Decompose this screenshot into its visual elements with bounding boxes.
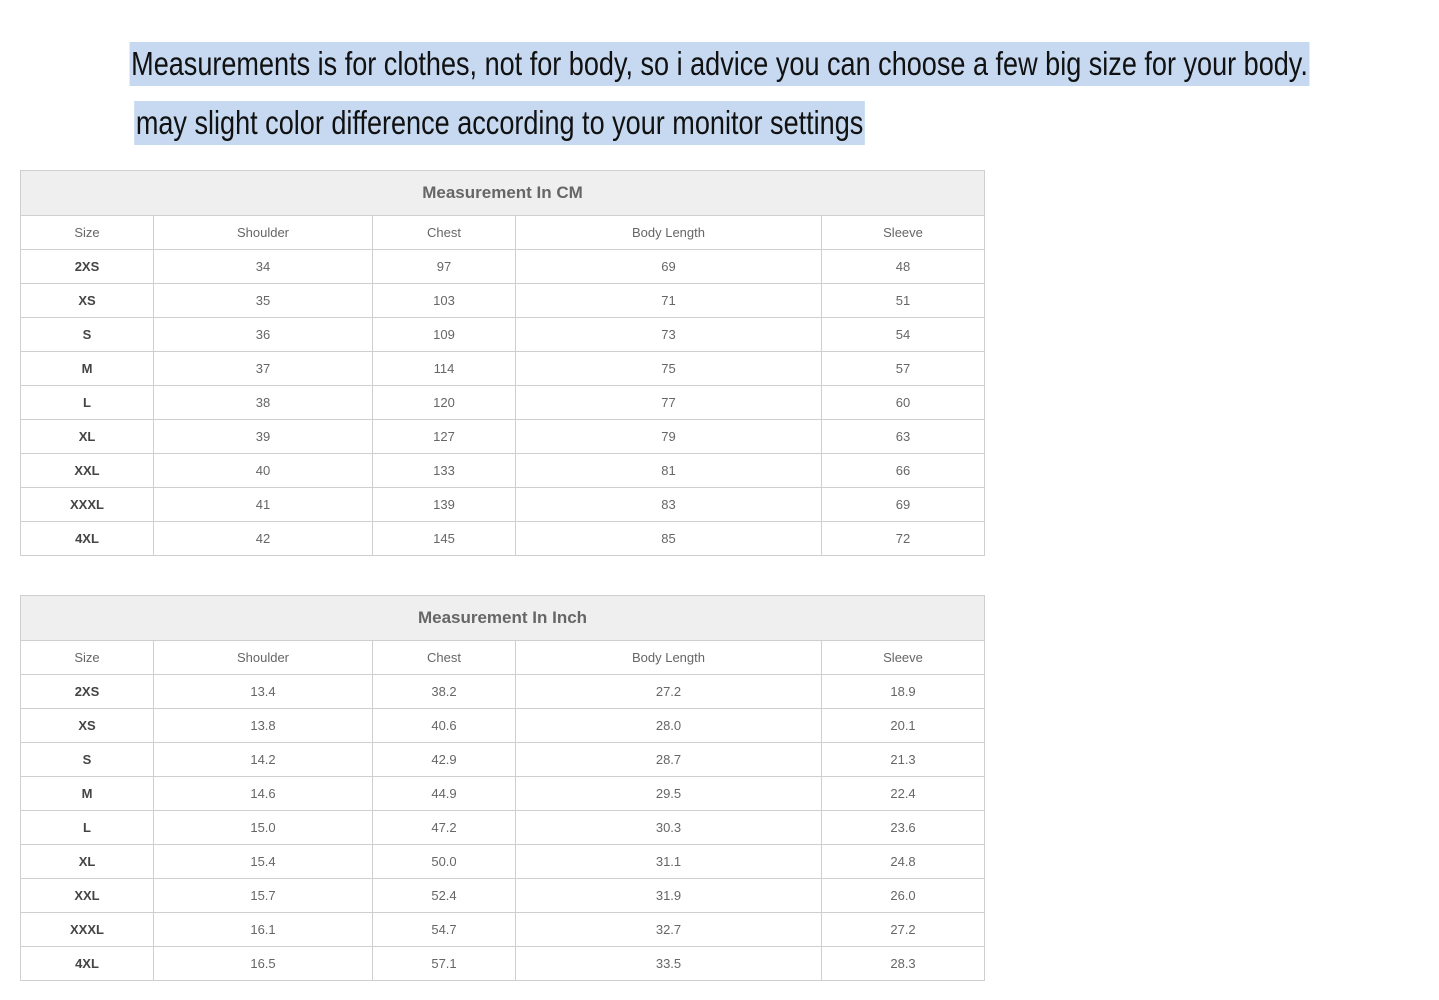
- cell-shoulder: 39: [154, 420, 373, 454]
- cell-body-length: 69: [516, 250, 822, 284]
- table-row: [21, 250, 985, 284]
- cell-shoulder: 15.0: [154, 811, 373, 845]
- cell-size: XXXL: [21, 488, 154, 522]
- cell-body-length: 73: [516, 318, 822, 352]
- cell-body-length: 28.0: [516, 709, 822, 743]
- cell-sleeve: 27.2: [822, 913, 985, 947]
- cell-shoulder: 15.7: [154, 879, 373, 913]
- notice-line-1: [0, 42, 1308, 86]
- cell-chest: 139: [373, 488, 516, 522]
- table-row: [21, 743, 985, 777]
- cell-sleeve: 51: [822, 284, 985, 318]
- column-header-chest: Chest: [373, 641, 516, 675]
- cell-sleeve: 21.3: [822, 743, 985, 777]
- cell-size: XS: [21, 284, 154, 318]
- cell-chest: 57.1: [373, 947, 516, 981]
- cell-sleeve: 26.0: [822, 879, 985, 913]
- cell-size: L: [21, 386, 154, 420]
- cell-sleeve: 22.4: [822, 777, 985, 811]
- cell-body-length: 32.7: [516, 913, 822, 947]
- cell-size: M: [21, 777, 154, 811]
- notice-line-2: [0, 101, 1000, 145]
- cell-sleeve: 28.3: [822, 947, 985, 981]
- cell-size: 2XS: [21, 250, 154, 284]
- cell-size: XS: [21, 709, 154, 743]
- table-row: [21, 488, 985, 522]
- table-row: [21, 284, 985, 318]
- cell-shoulder: 15.4: [154, 845, 373, 879]
- cell-sleeve: 18.9: [822, 675, 985, 709]
- table-body: [21, 675, 985, 981]
- column-header-sleeve: Sleeve: [822, 216, 985, 250]
- cell-size: S: [21, 318, 154, 352]
- cell-size: XL: [21, 845, 154, 879]
- cell-shoulder: 13.8: [154, 709, 373, 743]
- cell-shoulder: 13.4: [154, 675, 373, 709]
- column-header-sleeve: Sleeve: [822, 641, 985, 675]
- cell-size: XXL: [21, 454, 154, 488]
- cell-size: L: [21, 811, 154, 845]
- cell-chest: 127: [373, 420, 516, 454]
- cell-chest: 42.9: [373, 743, 516, 777]
- column-header-body-length: Body Length: [516, 641, 822, 675]
- cell-shoulder: 35: [154, 284, 373, 318]
- cell-body-length: 28.7: [516, 743, 822, 777]
- table-caption: Measurement In Inch: [21, 596, 985, 641]
- table-row: [21, 777, 985, 811]
- cell-chest: 145: [373, 522, 516, 556]
- table-body: [21, 250, 985, 556]
- cell-size: S: [21, 743, 154, 777]
- cell-body-length: 77: [516, 386, 822, 420]
- notice-text-1: Measurements is for clothes, not for body, so i advice you can choose a few big size for your body.: [130, 42, 1310, 86]
- cell-sleeve: 57: [822, 352, 985, 386]
- cell-size: XL: [21, 420, 154, 454]
- cell-chest: 120: [373, 386, 516, 420]
- cell-shoulder: 41: [154, 488, 373, 522]
- cell-shoulder: 16.1: [154, 913, 373, 947]
- cell-chest: 103: [373, 284, 516, 318]
- size-table-inch: [20, 595, 985, 981]
- cell-body-length: 79: [516, 420, 822, 454]
- cell-body-length: 29.5: [516, 777, 822, 811]
- column-header-chest: Chest: [373, 216, 516, 250]
- cell-shoulder: 38: [154, 386, 373, 420]
- cell-body-length: 81: [516, 454, 822, 488]
- cell-size: XXXL: [21, 913, 154, 947]
- table-row: [21, 454, 985, 488]
- cell-sleeve: 60: [822, 386, 985, 420]
- cell-chest: 40.6: [373, 709, 516, 743]
- table-row: [21, 420, 985, 454]
- cell-chest: 114: [373, 352, 516, 386]
- cell-shoulder: 14.6: [154, 777, 373, 811]
- cell-shoulder: 16.5: [154, 947, 373, 981]
- column-header-body-length: Body Length: [516, 216, 822, 250]
- table-row: [21, 386, 985, 420]
- table-row: [21, 845, 985, 879]
- column-header-shoulder: Shoulder: [154, 216, 373, 250]
- cell-body-length: 75: [516, 352, 822, 386]
- table-row: [21, 811, 985, 845]
- cell-body-length: 71: [516, 284, 822, 318]
- cell-sleeve: 20.1: [822, 709, 985, 743]
- cell-shoulder: 34: [154, 250, 373, 284]
- table-row: [21, 879, 985, 913]
- cell-chest: 54.7: [373, 913, 516, 947]
- table-row: [21, 947, 985, 981]
- cell-sleeve: 48: [822, 250, 985, 284]
- table-caption: Measurement In CM: [21, 171, 985, 216]
- table-row: [21, 318, 985, 352]
- table-row: [21, 522, 985, 556]
- table-row: [21, 675, 985, 709]
- cell-size: M: [21, 352, 154, 386]
- cell-chest: 47.2: [373, 811, 516, 845]
- cell-body-length: 83: [516, 488, 822, 522]
- cell-shoulder: 36: [154, 318, 373, 352]
- cell-chest: 97: [373, 250, 516, 284]
- notice-text-2: may slight color difference according to your monitor settings: [135, 101, 866, 145]
- cell-sleeve: 69: [822, 488, 985, 522]
- cell-shoulder: 14.2: [154, 743, 373, 777]
- cell-size: 4XL: [21, 522, 154, 556]
- cell-size: XXL: [21, 879, 154, 913]
- table-row: [21, 913, 985, 947]
- cell-body-length: 85: [516, 522, 822, 556]
- cell-chest: 109: [373, 318, 516, 352]
- cell-sleeve: 23.6: [822, 811, 985, 845]
- cell-sleeve: 72: [822, 522, 985, 556]
- cell-shoulder: 42: [154, 522, 373, 556]
- cell-body-length: 31.1: [516, 845, 822, 879]
- cell-sleeve: 63: [822, 420, 985, 454]
- cell-chest: 52.4: [373, 879, 516, 913]
- table-row: [21, 352, 985, 386]
- cell-sleeve: 66: [822, 454, 985, 488]
- cell-size: 4XL: [21, 947, 154, 981]
- table-row: [21, 709, 985, 743]
- column-header-size: Size: [21, 216, 154, 250]
- cell-chest: 50.0: [373, 845, 516, 879]
- column-header-size: Size: [21, 641, 154, 675]
- cell-body-length: 30.3: [516, 811, 822, 845]
- cell-chest: 38.2: [373, 675, 516, 709]
- cell-body-length: 31.9: [516, 879, 822, 913]
- cell-sleeve: 24.8: [822, 845, 985, 879]
- cell-shoulder: 37: [154, 352, 373, 386]
- column-header-shoulder: Shoulder: [154, 641, 373, 675]
- cell-size: 2XS: [21, 675, 154, 709]
- cell-body-length: 27.2: [516, 675, 822, 709]
- cell-body-length: 33.5: [516, 947, 822, 981]
- cell-chest: 133: [373, 454, 516, 488]
- cell-chest: 44.9: [373, 777, 516, 811]
- size-table-cm: [20, 170, 985, 556]
- cell-shoulder: 40: [154, 454, 373, 488]
- cell-sleeve: 54: [822, 318, 985, 352]
